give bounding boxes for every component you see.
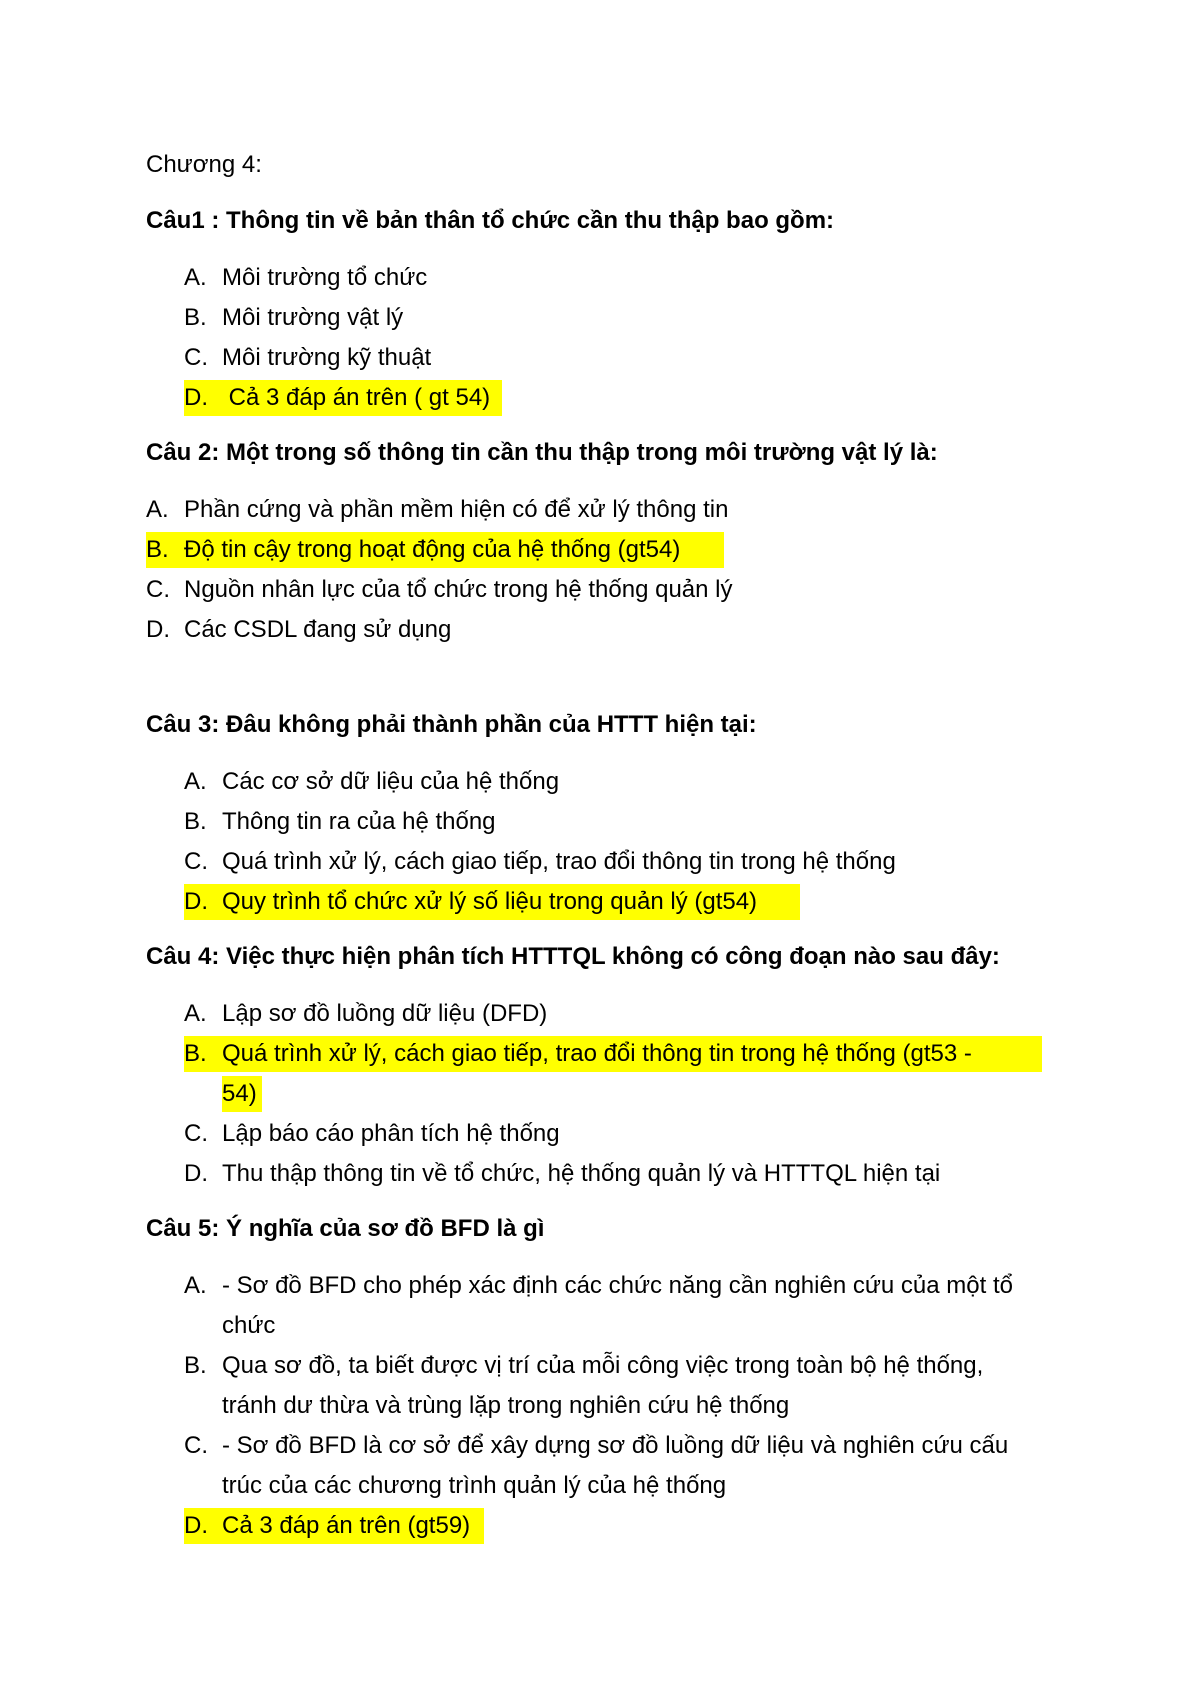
question-3-option-d-answer xyxy=(184,884,800,920)
option-text: Các CSDL đang sử dụng xyxy=(184,616,452,643)
question-5-title: Câu 5: Ý nghĩa của sơ đồ BFD là gì xyxy=(146,1215,545,1242)
option-text: Môi trường kỹ thuật xyxy=(222,344,432,371)
option-letter: C. xyxy=(184,1120,208,1147)
question-4-title: Câu 4: Việc thực hiện phân tích HTTTQL không có công đoạn nào sau đây: xyxy=(146,943,1000,970)
option-text: Quá trình xử lý, cách giao tiếp, trao đổi thông tin trong hệ thống xyxy=(222,848,896,875)
option-letter: D. xyxy=(184,888,208,915)
question-5-option-b xyxy=(184,1348,983,1384)
option-text: Cả 3 đáp án trên ( gt 54) xyxy=(222,384,491,411)
option-text: Quy trình tổ chức xử lý số liệu trong quản lý (gt54) xyxy=(222,888,758,915)
option-text: Môi trường vật lý xyxy=(222,304,404,331)
option-text: Phần cứng và phần mềm hiện có để xử lý thông tin xyxy=(184,496,729,523)
question-4-option-b-answer xyxy=(184,1036,1042,1072)
question-3-option-c xyxy=(184,844,896,880)
question-5-option-a-continuation: chức xyxy=(222,1312,276,1339)
question-3-option-a xyxy=(184,764,559,800)
option-letter: C. xyxy=(184,1432,208,1459)
question-3-option-b xyxy=(184,804,496,840)
option-letter: A. xyxy=(146,496,169,523)
option-text: - Sơ đồ BFD là cơ sở để xây dựng sơ đồ luồng dữ liệu và nghiên cứu cấu xyxy=(222,1432,1009,1459)
question-2-title: Câu 2: Một trong số thông tin cần thu thập trong môi trường vật lý là: xyxy=(146,439,938,466)
option-letter: B. xyxy=(146,536,169,563)
question-4-option-d xyxy=(184,1156,940,1192)
question-2-option-c xyxy=(146,572,733,608)
question-4-option-c xyxy=(184,1116,560,1152)
option-text: Nguồn nhân lực của tổ chức trong hệ thống quản lý xyxy=(184,576,733,603)
option-letter: D. xyxy=(184,384,208,411)
option-letter: A. xyxy=(184,264,207,291)
option-letter: C. xyxy=(184,344,208,371)
option-letter: B. xyxy=(184,808,207,835)
question-2-option-a xyxy=(146,492,728,528)
option-text: Thu thập thông tin về tổ chức, hệ thống quản lý và HTTTQL hiện tại xyxy=(222,1160,941,1187)
option-text: Qua sơ đồ, ta biết được vị trí của mỗi công việc trong toàn bộ hệ thống, xyxy=(222,1352,984,1379)
option-text: Lập sơ đồ luồng dữ liệu (DFD) xyxy=(222,1000,548,1027)
option-text: Cả 3 đáp án trên (gt59) xyxy=(222,1512,471,1539)
option-letter: B. xyxy=(184,304,207,331)
question-1-option-c xyxy=(184,340,431,376)
question-2-option-d xyxy=(146,612,451,648)
option-letter: A. xyxy=(184,1000,207,1027)
question-1-option-a xyxy=(184,260,427,296)
question-1-option-d-answer xyxy=(184,380,502,416)
option-text: Quá trình xử lý, cách giao tiếp, trao đổi thông tin trong hệ thống (gt53 - xyxy=(222,1040,972,1067)
option-letter: A. xyxy=(184,1272,207,1299)
option-letter: D. xyxy=(184,1512,208,1539)
question-3-title: Câu 3: Đâu không phải thành phần của HTTT hiện tại: xyxy=(146,711,757,738)
option-letter: C. xyxy=(146,576,170,603)
chapter-heading: Chương 4: xyxy=(146,151,262,178)
question-5-option-b-continuation: tránh dư thừa và trùng lặp trong nghiên cứu hệ thống xyxy=(222,1392,790,1419)
option-letter: B. xyxy=(184,1352,207,1379)
option-letter: D. xyxy=(184,1160,208,1187)
option-text: Các cơ sở dữ liệu của hệ thống xyxy=(222,768,560,795)
option-letter: B. xyxy=(184,1040,207,1067)
question-5-option-c xyxy=(184,1428,1008,1464)
question-2-option-b-answer xyxy=(146,532,724,568)
option-text: Lập báo cáo phân tích hệ thống xyxy=(222,1120,560,1147)
question-5-option-d-answer xyxy=(184,1508,484,1544)
question-1-option-b xyxy=(184,300,403,336)
option-letter: A. xyxy=(184,768,207,795)
option-text: Độ tin cậy trong hoạt động của hệ thống (gt54) xyxy=(184,536,681,563)
option-text: - Sơ đồ BFD cho phép xác định các chức năng cần nghiên cứu của một tổ xyxy=(222,1272,1013,1299)
question-4-option-b-continuation: 54) xyxy=(222,1076,262,1112)
question-4-option-a xyxy=(184,996,547,1032)
option-text: Thông tin ra của hệ thống xyxy=(222,808,496,835)
option-letter: C. xyxy=(184,848,208,875)
question-5-option-a xyxy=(184,1268,1013,1304)
option-letter: D. xyxy=(146,616,170,643)
option-text: Môi trường tổ chức xyxy=(222,264,428,291)
question-1-title: Câu1 : Thông tin về bản thân tổ chức cần thu thập bao gồm: xyxy=(146,207,835,234)
question-5-option-c-continuation: trúc của các chương trình quản lý của hệ thống xyxy=(222,1472,727,1499)
